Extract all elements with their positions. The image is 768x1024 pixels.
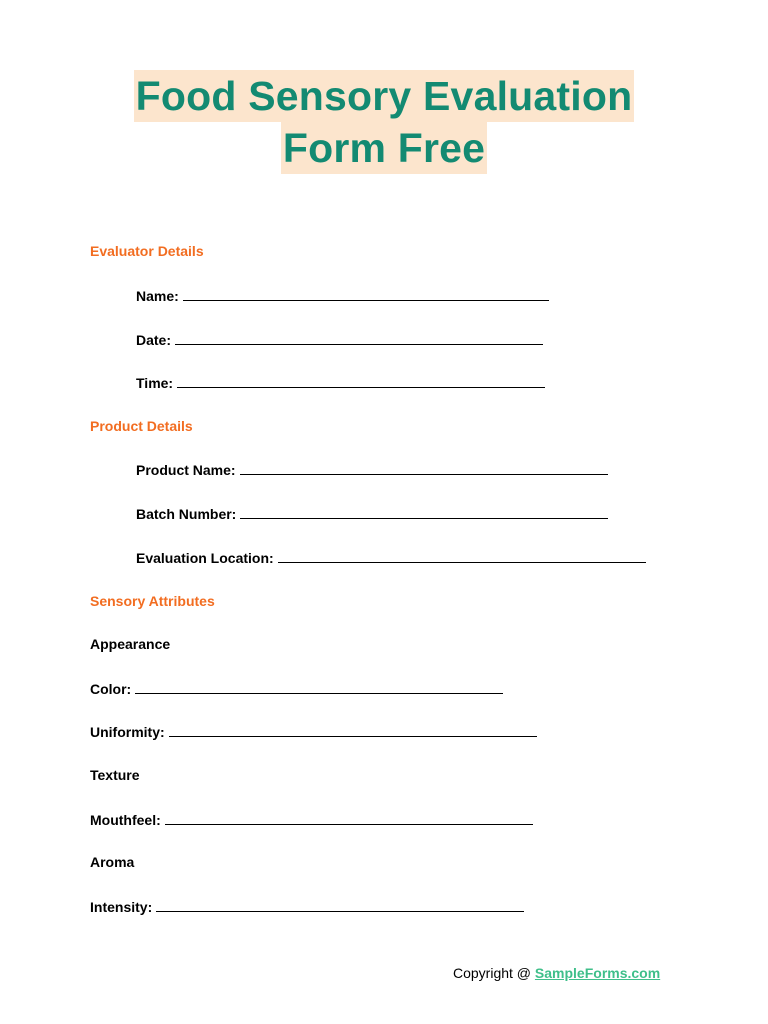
time-field[interactable] [136, 373, 545, 392]
evaluation-location-field[interactable] [136, 548, 646, 567]
copyright-text: Copyright @ [453, 965, 535, 981]
intensity-field[interactable] [90, 897, 524, 916]
evaluation-location-blank-line[interactable] [278, 548, 646, 563]
title-line-2: Form Free [281, 122, 487, 174]
uniformity-field[interactable] [90, 722, 537, 741]
page-title [0, 70, 768, 174]
name-label: Name: [136, 288, 179, 304]
product-name-field[interactable] [136, 460, 608, 479]
section-heading-evaluator: Evaluator Details [90, 243, 204, 259]
section-heading-sensory: Sensory Attributes [90, 593, 215, 609]
product-name-blank-line[interactable] [240, 460, 608, 475]
intensity-label: Intensity: [90, 899, 153, 915]
texture-subheading: Texture [90, 767, 140, 783]
batch-number-field[interactable] [136, 504, 608, 523]
product-name-label: Product Name: [136, 462, 236, 478]
date-label: Date: [136, 332, 172, 348]
title-line-1: Food Sensory Evaluation [134, 70, 635, 122]
color-blank-line[interactable] [135, 679, 503, 694]
date-field[interactable] [136, 330, 543, 349]
evaluation-location-label: Evaluation Location: [136, 550, 274, 566]
time-label: Time: [136, 375, 174, 391]
color-field[interactable] [90, 679, 503, 698]
time-blank-line[interactable] [177, 373, 545, 388]
appearance-subheading: Appearance [90, 636, 171, 652]
mouthfeel-blank-line[interactable] [165, 810, 533, 825]
color-label: Color: [90, 681, 132, 697]
footer-copyright [453, 964, 660, 982]
brand-link[interactable]: SampleForms.com [534, 965, 661, 981]
aroma-subheading: Aroma [90, 854, 135, 870]
mouthfeel-label: Mouthfeel: [90, 812, 161, 828]
batch-number-label: Batch Number: [136, 506, 237, 522]
uniformity-label: Uniformity: [90, 724, 165, 740]
name-blank-line[interactable] [183, 286, 549, 301]
batch-number-blank-line[interactable] [240, 504, 608, 519]
uniformity-blank-line[interactable] [169, 722, 537, 737]
mouthfeel-field[interactable] [90, 810, 533, 829]
date-blank-line[interactable] [175, 330, 543, 345]
section-heading-product: Product Details [90, 418, 193, 434]
name-field[interactable] [136, 286, 549, 305]
intensity-blank-line[interactable] [156, 897, 524, 912]
